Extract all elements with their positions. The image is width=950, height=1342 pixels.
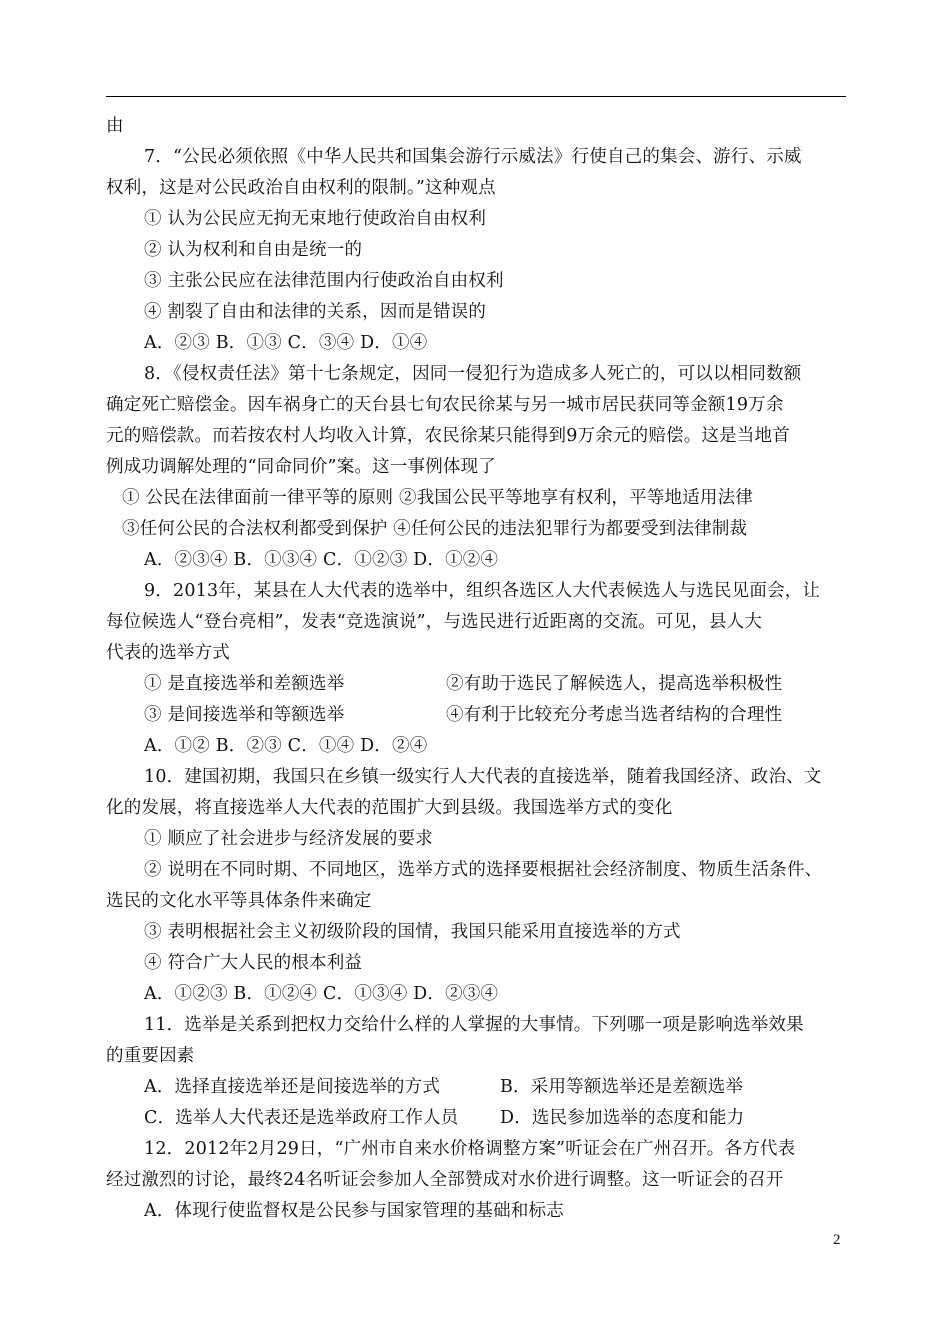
text-line: 权利，这是对公民政治自由权利的限制。”这种观点 (106, 178, 496, 198)
text-line: 例成功调解处理的“同命同价”案。这一事例体现了 (106, 457, 496, 477)
answer-option-d: D．选民参加选举的态度和能力 (500, 1108, 745, 1128)
option-line: ④ 符合广大人民的根本利益 (144, 953, 363, 973)
header-rule (106, 96, 846, 97)
option-line: ③任何公民的合法权利都受到保护 ④任何公民的违法犯罪行为都要受到法律制裁 (122, 519, 748, 539)
question-7-stem: 7．“公民必须依照《中华人民共和国集会游行示威法》行使自己的集会、游行、示威 (144, 147, 802, 167)
option-line: ① 是直接选举和差额选举 (144, 674, 345, 694)
option-line: ④有利于比较充分考虑当选者结构的合理性 (446, 705, 783, 725)
question-10-stem: 10．建国初期，我国只在乡镇一级实行人大代表的直接选举，随着我国经济、政治、文 (144, 767, 822, 787)
option-line: ① 公民在法律面前一律平等的原则 ②我国公民平等地享有权利，平等地适用法律 (122, 488, 754, 508)
text-line: 代表的选举方式 (106, 643, 230, 663)
option-line: ① 顺应了社会进步与经济发展的要求 (144, 829, 433, 849)
answer-option-a: A．选择直接选举还是间接选举的方式 (144, 1077, 441, 1097)
text-line: 经过激烈的讨论，最终24名听证会参加人全部赞成对水价进行调整。这一听证会的召开 (106, 1170, 784, 1190)
option-line: ④ 割裂了自由和法律的关系，因而是错误的 (144, 302, 487, 322)
option-line: ① 认为公民应无拘无束地行使政治自由权利 (144, 209, 487, 229)
answer-choices: A．②③ B．①③ C．③④ D．①④ (144, 333, 428, 353)
option-line: ③ 主张公民应在法律范围内行使政治自由权利 (144, 271, 504, 291)
question-8-stem: 8．《侵权责任法》第十七条规定，因同一侵犯行为造成多人死亡的，可以以相同数额 (144, 364, 802, 384)
text-line: 元的赔偿款。而若按农村人均收入计算，农民徐某只能得到9万余元的赔偿。这是当地首 (106, 426, 790, 446)
question-11-stem: 11．选举是关系到把权力交给什么样的人掌握的大事情。下列哪一项是影响选举效果 (144, 1015, 804, 1035)
text-line: 每位候选人“登台亮相”，发表“竞选演说”，与选民进行近距离的交流。可见，县人大 (106, 612, 763, 632)
question-9-stem: 9．2013年，某县在人大代表的选举中，组织各选区人大代表候选人与选民见面会，让 (144, 581, 821, 601)
page-number: 2 (833, 1232, 841, 1248)
text-line: 的重要因素 (106, 1046, 195, 1066)
text-line: 化的发展，将直接选举人大代表的范围扩大到县级。我国选举方式的变化 (106, 798, 673, 818)
text-line: 选民的文化水平等具体条件来确定 (106, 891, 372, 911)
option-line: ②有助于选民了解候选人，提高选举积极性 (446, 674, 783, 694)
answer-option-c: C．选举人大代表还是选举政府工作人员 (144, 1108, 459, 1128)
answer-option-b: B．采用等额选举还是差额选举 (500, 1077, 744, 1097)
answer-option-a: A．体现行使监督权是公民参与国家管理的基础和标志 (144, 1201, 564, 1221)
answer-choices: A．②③④ B．①③④ C．①②③ D．①②④ (144, 550, 499, 570)
text-line: 由 (106, 116, 124, 136)
option-line: ② 说明在不同时期、不同地区，选举方式的选择要根据社会经济制度、物质生活条件、 (144, 860, 823, 880)
answer-choices: A．①② B．②③ C．①④ D．②④ (144, 736, 428, 756)
option-line: ③ 是间接选举和等额选举 (144, 705, 345, 725)
text-line: 确定死亡赔偿金。因车祸身亡的天台县七旬农民徐某与另一城市居民获同等金额19万余 (106, 395, 784, 415)
option-line: ③ 表明根据社会主义初级阶段的国情，我国只能采用直接选举的方式 (144, 922, 681, 942)
option-line: ② 认为权利和自由是统一的 (144, 240, 363, 260)
answer-choices: A．①②③ B．①②④ C．①③④ D．②③④ (144, 984, 499, 1004)
question-12-stem: 12．2012年2月29日，“广州市自来水价格调整方案”听证会在广州召开。各方代表 (144, 1139, 796, 1159)
